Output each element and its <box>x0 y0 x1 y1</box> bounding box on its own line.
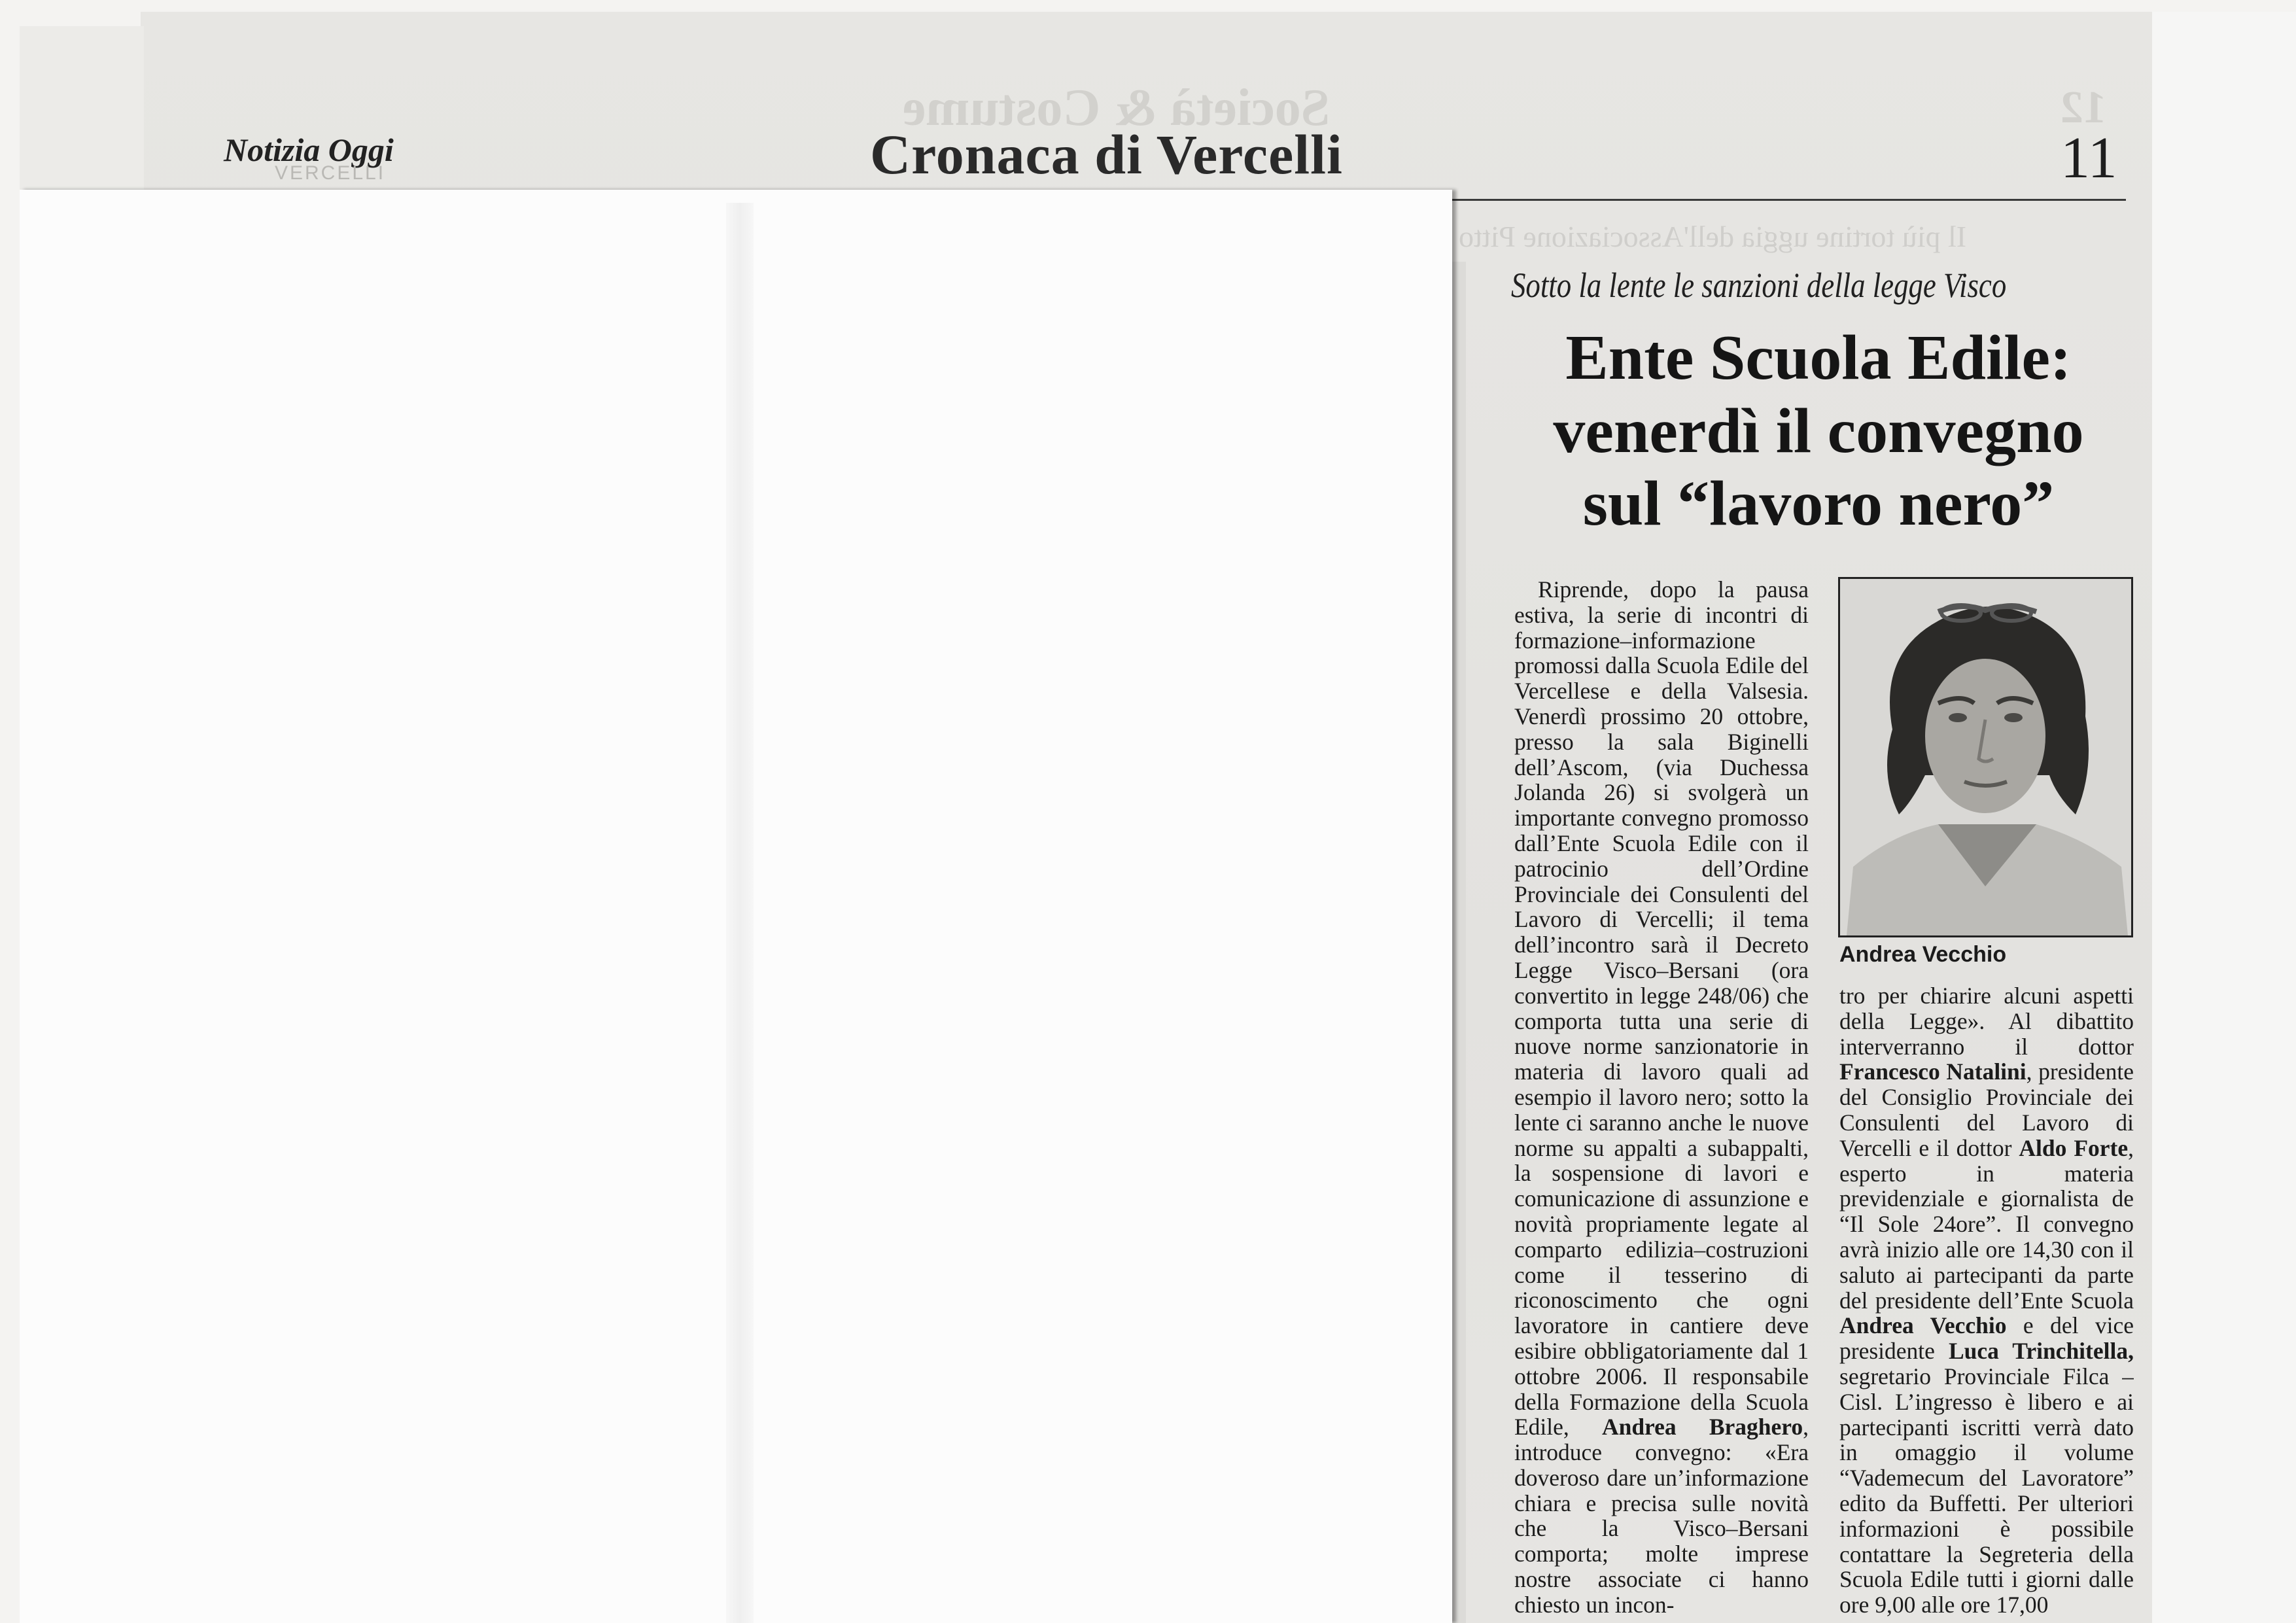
paper-edge <box>20 26 144 190</box>
sheet-fold <box>726 203 754 1623</box>
portrait-photo <box>1838 577 2133 937</box>
scan-margin <box>2152 12 2296 1623</box>
text-run: tro per chiarire alcuni aspetti della Legge». Al dibattito interverranno il dottor <box>1839 983 2134 1060</box>
person-name: Aldo Forte <box>2019 1134 2129 1161</box>
article-kicker: Sotto la lente le sanzioni della legge Visco <box>1511 266 2007 305</box>
ghost-reverse-page: 12 <box>2061 82 2106 133</box>
person-name: Andrea Vecchio <box>1839 1312 2007 1339</box>
headline-line-3: sul “lavoro nero” <box>1582 468 2055 540</box>
ghost-reverse-header: Società & Costume <box>903 79 1331 137</box>
blank-cover-sheet <box>20 190 1452 1623</box>
text-run: e del vice presidente <box>1839 1312 2134 1365</box>
person-name: Francesco Natalini <box>1839 1058 2026 1085</box>
text-run: , introduce convegno: «Era doveroso dare un’informazione chiara e precisa sulle novità che la Visco–Bersani comporta; molte imprese nostre associate ci hanno chiesto un incon- <box>1514 1414 1809 1618</box>
section-title: Cronaca di Vercelli <box>870 123 1343 186</box>
headline-line-1: Ente Scuola Edile: <box>1565 323 2072 393</box>
article-column-1 <box>1514 577 1809 1618</box>
portrait-image <box>1840 579 2131 935</box>
article-headline <box>1505 322 2132 541</box>
text-run: , esperto in materia previdenziale e giornalista de “Il Sole 24ore”. Il convegno avrà inizio alle ore 14,30 con il saluto ai partecipanti da parte del presidente dell’Ente Scuola <box>1839 1134 2134 1314</box>
person-name: Luca Trinchitella, <box>1948 1338 2134 1365</box>
person-name: Andrea Braghero <box>1601 1414 1803 1440</box>
paper-sub: VERCELLI <box>275 162 386 184</box>
photo-caption: Andrea Vecchio <box>1839 942 2007 967</box>
text-run: Riprende, dopo la pausa estiva, la serie di incontri di formazione–informazione promossi dalla Scuola Edile del Vercellese e della Valsesia. Venerdì prossimo 20 ottobre, presso la sala Biginelli dell’Ascom, (via Duchessa Jolanda 26) si svolgerà un importante convegno promosso dall’Ente Scuola Edile con il patrocinio dell’Ordine Provinciale dei Consulenti del Lavoro di Vercelli; il tema dell’incontro sarà il Decreto Legge Visco–Bersani (ora convertito in legge 248/06) che comporta tutta una serie di nuove norme sanzionatorie in materia di lavoro quali ad esempio il lavoro nero; sotto la lente ci saranno anche le nuove norme su appalti a subappalti, la sospensione di lavori e comunicazione di assunzione e novità propriamente legate al comparto edilizia–costruzioni come il tesserino di riconoscimento che ogni lavoratore in cantiere deve esibire obbligatoriamente dal 1 ottobre 2006. Il responsabile della Formazione della Scuola Edile, <box>1514 577 1809 1440</box>
column-1-text <box>1514 577 1809 1618</box>
paper-name: Notizia Oggi <box>224 131 394 168</box>
text-run: , presidente del Consiglio Provinciale dei Consulenti del Lavoro di Vercelli e il dottor <box>1839 1058 2134 1161</box>
page-number: 11 <box>2061 126 2117 190</box>
text-run: segretario Provinciale Filca – Cisl. L’ingresso è libero e ai partecipanti iscritti verrà dato in omaggio il volume “Vademecum del Lavoratore” edito da Buffetti. Per ulteriori informazioni è possibile contattare la Segreteria della Scuola Edile tutti i giorni dalle ore 9,00 alle ore 17,00 <box>1839 1363 2134 1618</box>
ghost-reverse-subhead: Il più tortine uggia dell'Associazione Pitto <box>1459 220 1967 253</box>
column-2-text <box>1839 983 2134 1618</box>
article-column-2 <box>1839 983 2134 1618</box>
headline-line-2: venerdì il convegno <box>1553 395 2084 466</box>
